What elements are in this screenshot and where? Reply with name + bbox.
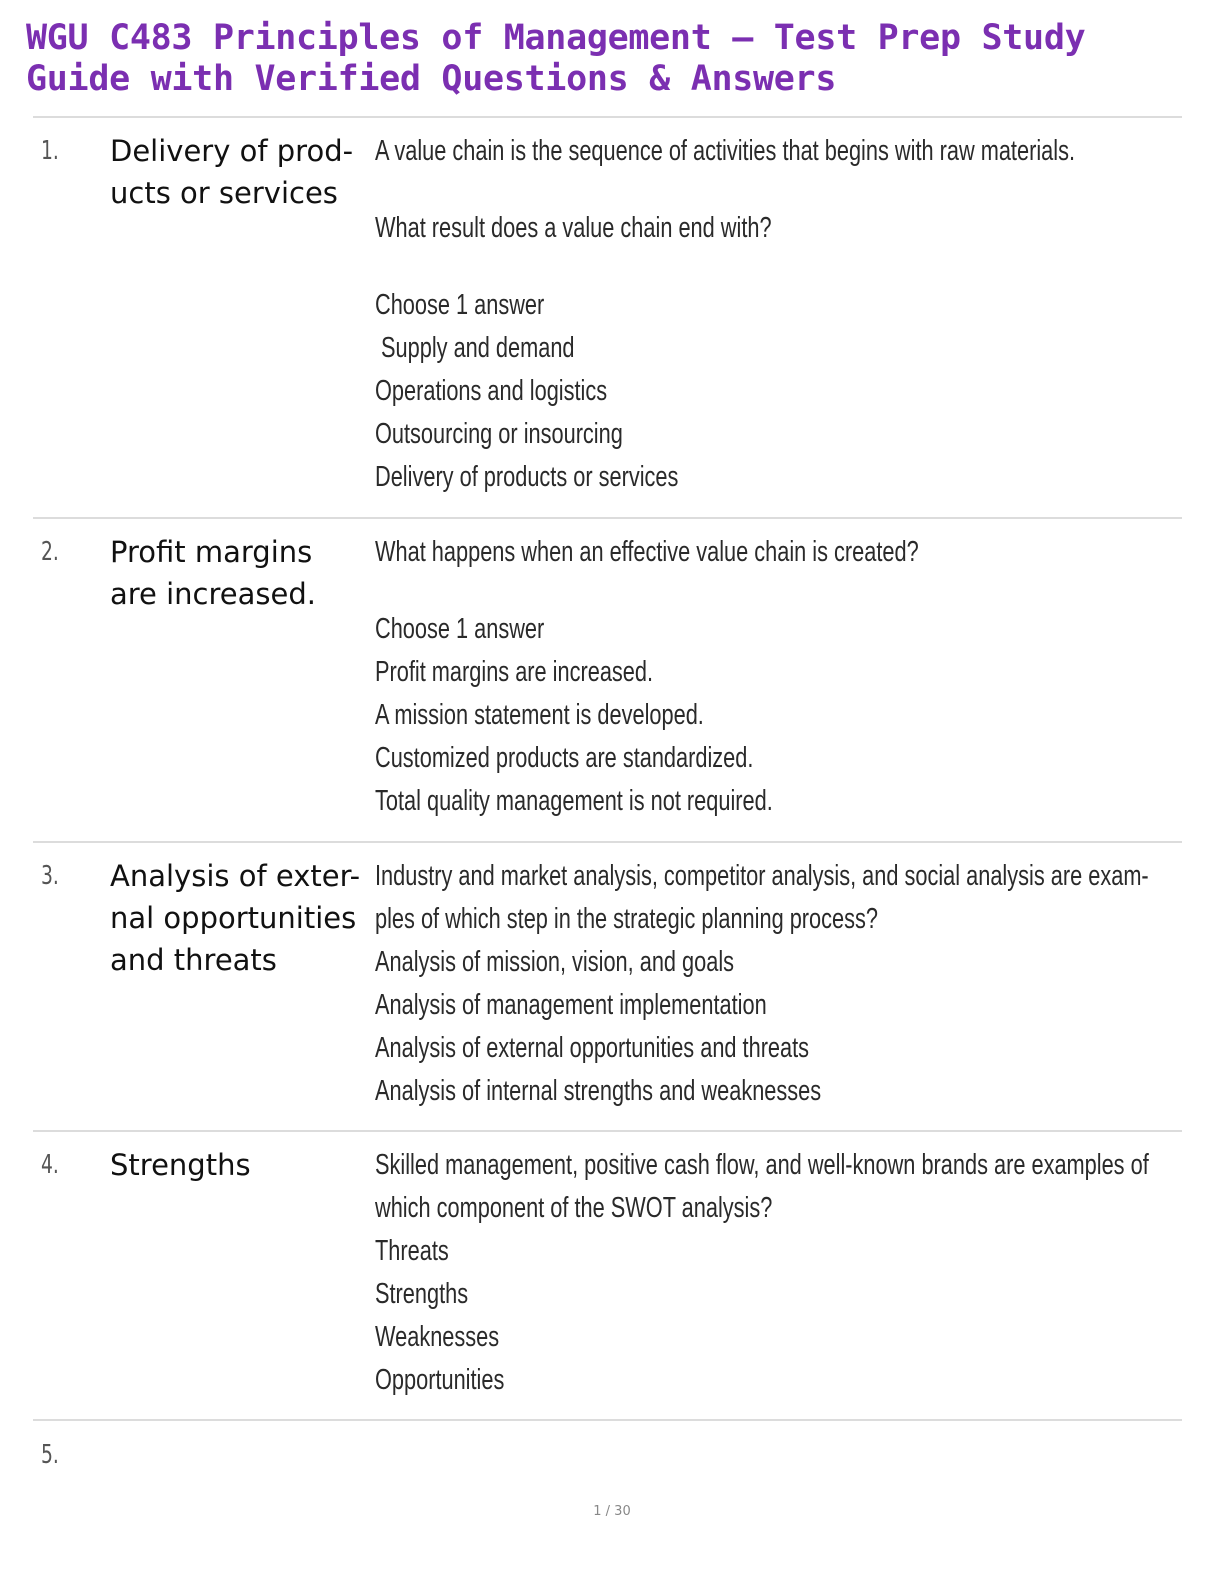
answer-option: A mission statement is developed. [375, 699, 704, 731]
document-title-line: Guide with Verified Questions & Answers [26, 59, 837, 99]
answer-text: Delivery of prod- ucts or services [110, 134, 354, 210]
divider [33, 841, 1182, 843]
question-block [375, 531, 1166, 823]
answer-option: Outsourcing or insourcing [375, 418, 623, 450]
prompt-line: A value chain is the sequence of activities that begins with raw materials. [375, 135, 1075, 167]
question-line: What happens when an effective value chain is created? [375, 536, 919, 568]
answer-option: Total quality management is not required. [375, 785, 773, 817]
document-title-line: WGU C483 Principles of Management – Test Prep Study [26, 18, 1086, 58]
answer-option: Profit margins are increased. [375, 656, 654, 688]
answer-option: Delivery of products or services [375, 461, 679, 493]
document-title [26, 18, 1196, 100]
answer-option: Analysis of mission, vision, and goals [375, 946, 735, 978]
answer-text: Analysis of exter- nal opportunities and threats [110, 859, 361, 977]
question-block [375, 1144, 1166, 1402]
answer-option: Operations and logistics [375, 375, 608, 407]
divider [33, 1419, 1182, 1421]
answer-option: Supply and demand [375, 332, 575, 364]
question-block [375, 130, 1166, 499]
entry-number: 5. [41, 1440, 59, 1470]
answer-option: Weaknesses [375, 1321, 500, 1353]
question-line: Skilled management, positive cash flow, and well-known brands are examples of [375, 1149, 1149, 1181]
question-line: which component of the SWOT analysis? [375, 1192, 773, 1224]
answer-text: Profit margins are increased. [110, 535, 316, 611]
answer-option: Strengths [375, 1278, 469, 1310]
answer-option: Analysis of internal strengths and weaknesses [375, 1075, 822, 1107]
divider [33, 116, 1182, 118]
answer-option: Analysis of management implementation [375, 989, 767, 1021]
answer-option: Threats [375, 1235, 449, 1267]
answer-option: Opportunities [375, 1364, 505, 1396]
entry-number: 3. [41, 861, 59, 891]
question-line: What result does a value chain end with? [375, 212, 772, 244]
answer-text: Strengths [110, 1148, 251, 1182]
question-block [375, 855, 1166, 1113]
divider [33, 1130, 1182, 1132]
entry-number: 4. [41, 1150, 59, 1180]
answer-option: Analysis of external opportunities and threats [375, 1032, 810, 1064]
entry-number: 2. [41, 537, 59, 567]
entry-number: 1. [41, 136, 59, 166]
page-indicator: 1 / 30 [593, 1504, 631, 1519]
answer-option: Customized products are standardized. [375, 742, 754, 774]
choose-instruction: Choose 1 answer [375, 289, 545, 321]
choose-instruction: Choose 1 answer [375, 613, 545, 645]
divider [33, 517, 1182, 519]
question-line: Industry and market analysis, competitor analysis, and social analysis are exam- [375, 860, 1149, 892]
question-line: ples of which step in the strategic planning process? [375, 903, 878, 935]
